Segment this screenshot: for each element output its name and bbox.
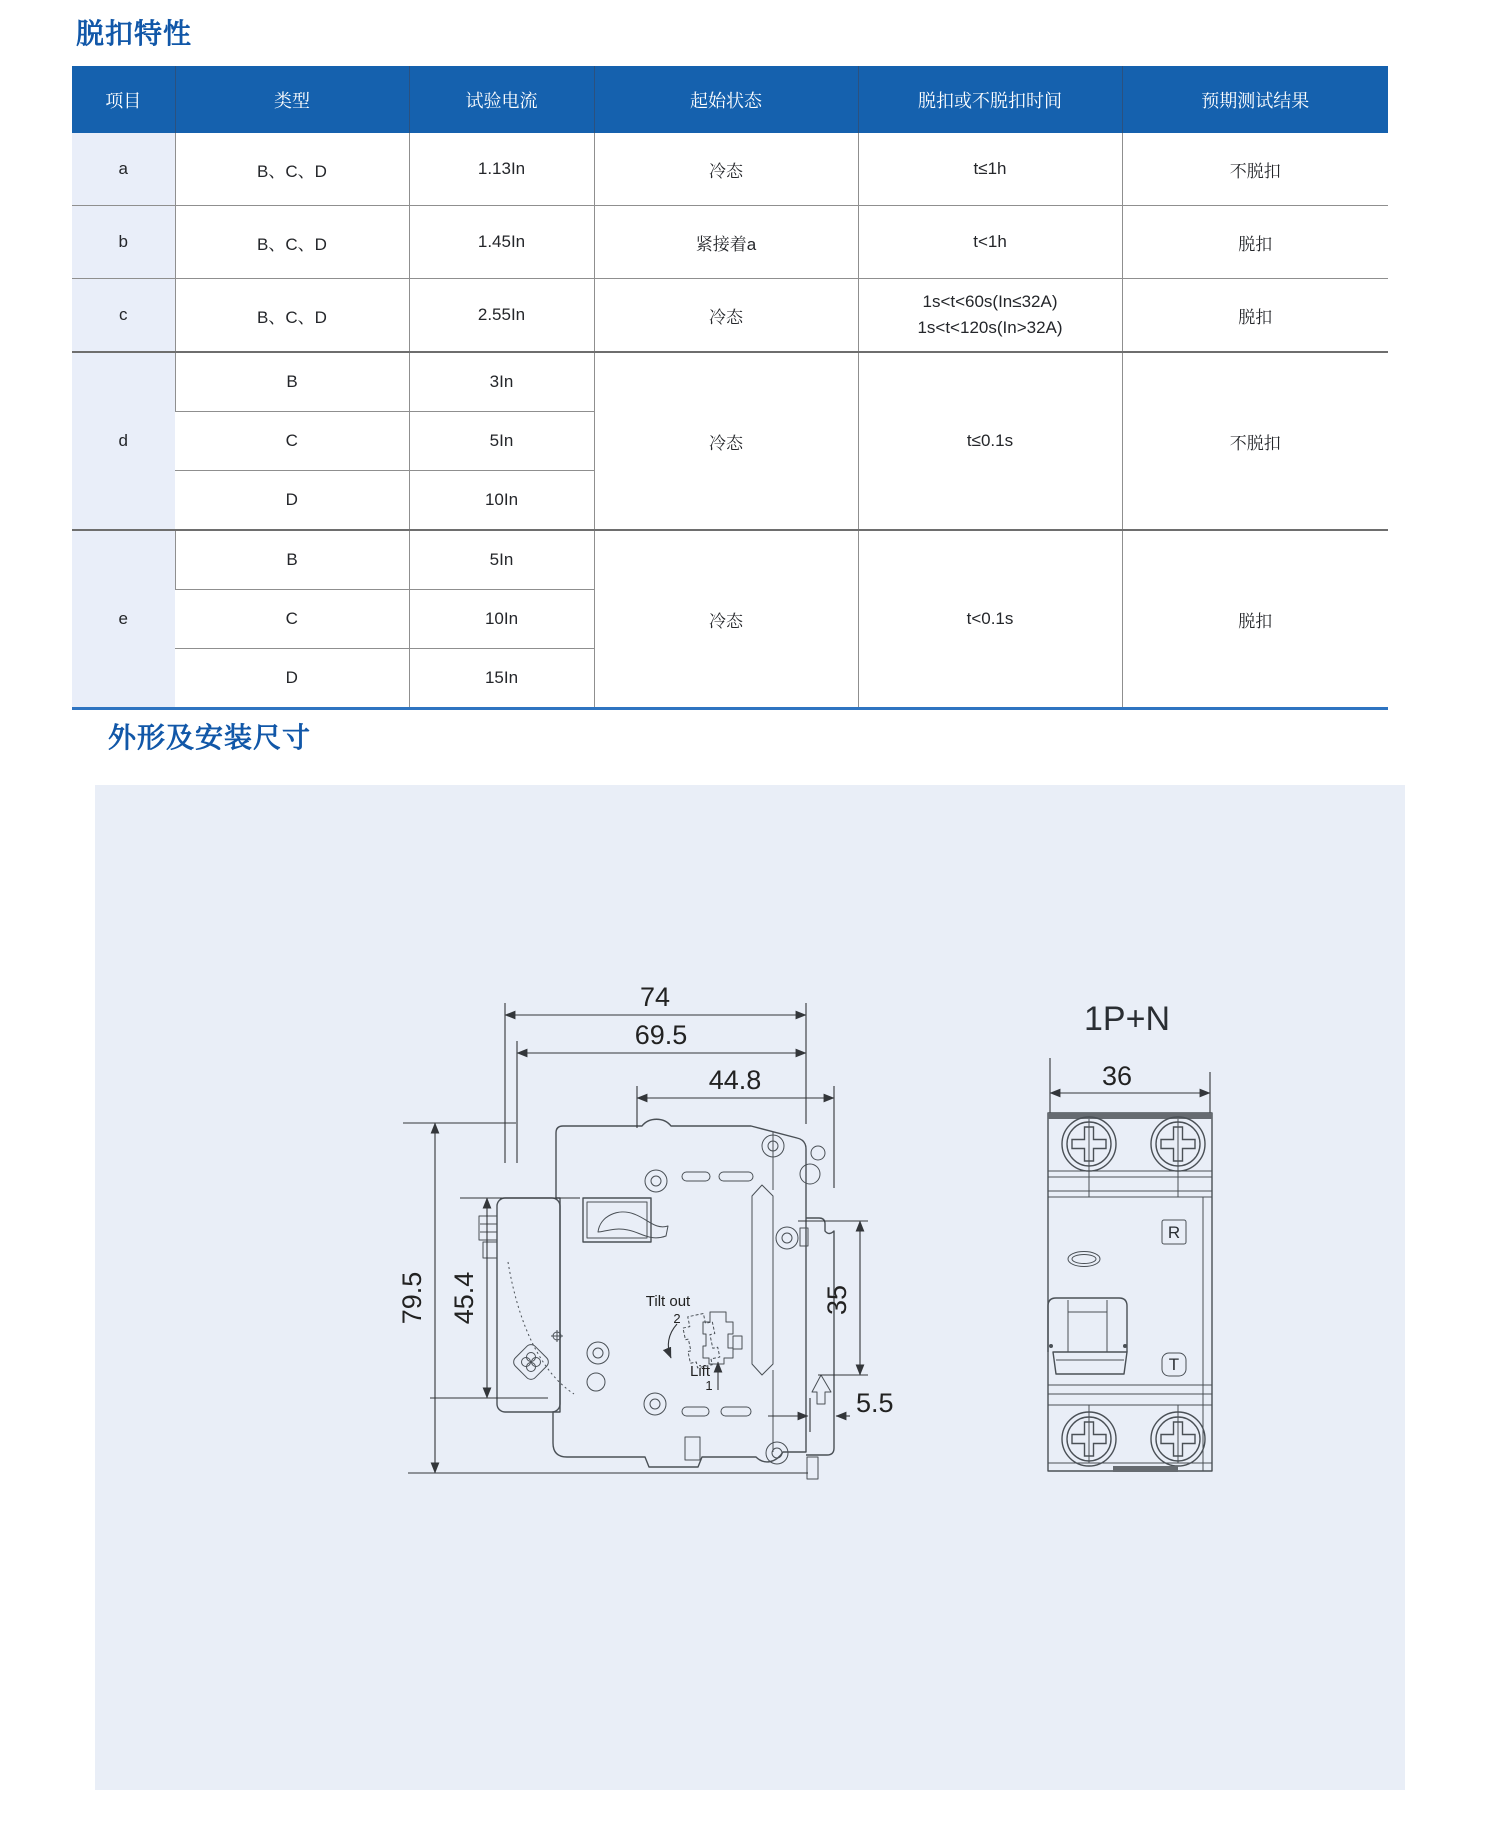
cell-type: B、C、D [175,206,409,279]
column-header-state: 起始状态 [594,66,858,133]
dim-rail-height: 35 [822,1284,852,1316]
dim-total-height: 79.5 [397,1271,427,1325]
dim-clip-depth: 5.5 [856,1388,894,1418]
note-tilt-step: 2 [673,1311,681,1326]
cell-current: 10In [409,590,594,649]
table-row-d1 [72,352,1388,412]
column-header-item: 项目 [72,66,175,133]
dim-body-width: 69.5 [634,1020,688,1050]
cell-result: 不脱扣 [1122,352,1388,530]
dimension-section-title: 外形及安装尺寸 [108,722,312,753]
cell-current: 2.55In [409,279,594,353]
cell-current: 1.45In [409,206,594,279]
cell-type: B [175,352,409,412]
test-button-label: T [1168,1355,1180,1374]
cell-time: t<1h [858,206,1122,279]
cell-item: e [72,530,175,707]
column-header-current: 试验电流 [409,66,594,133]
cell-state: 冷态 [594,352,858,530]
cell-current: 3In [409,352,594,412]
cell-type: D [175,649,409,708]
cell-time-line2: 1s<t<120s(In>32A) [917,318,1063,337]
dim-front-width-36: 36 [1101,1061,1133,1091]
note-tilt-out: Tilt out [645,1293,691,1310]
trip-table-wrap [72,66,1388,710]
cell-time: t<0.1s [858,530,1122,707]
cell-time: t≤1h [858,133,1122,206]
dim-front-height: 45.4 [449,1271,479,1325]
cell-current: 5In [409,412,594,471]
cell-current: 15In [409,649,594,708]
note-lift-step: 1 [705,1378,713,1393]
front-view-label: 1P+N [1084,1000,1170,1038]
side-view-drawing [479,1119,834,1479]
cell-state: 紧接着a [594,206,858,279]
cell-type: B、C、D [175,133,409,206]
cell-type: C [175,412,409,471]
dimension-drawing [95,785,1405,1790]
cell-item: c [72,279,175,353]
column-header-result: 预期测试结果 [1122,66,1388,133]
column-header-time: 脱扣或不脱扣时间 [858,66,1122,133]
note-lift: Lift [689,1363,711,1380]
cell-result: 不脱扣 [1122,133,1388,206]
dim-front-width: 44.8 [708,1065,762,1095]
cell-type: D [175,471,409,531]
trip-section-title: 脱扣特性 [76,18,193,49]
cell-current: 1.13In [409,133,594,206]
table-row-a [72,133,1388,206]
cell-time-line1: 1s<t<60s(In≤32A) [922,292,1058,311]
column-header-type: 类型 [175,66,409,133]
cell-time [858,279,1122,353]
cell-current: 5In [409,530,594,590]
dimension-drawing-panel [95,785,1405,1790]
table-row-e1 [72,530,1388,590]
cell-item: b [72,206,175,279]
cell-time: t≤0.1s [858,352,1122,530]
toggle-handle [1048,1298,1127,1374]
reset-button-label: R [1167,1223,1181,1242]
cell-type: B、C、D [175,279,409,353]
cell-result: 脱扣 [1122,206,1388,279]
cell-type: B [175,530,409,590]
front-view-drawing [1048,1000,1212,1472]
header-row [72,66,1388,133]
dim-total-width: 74 [639,982,671,1012]
cell-item: a [72,133,175,206]
indicator-window [1068,1252,1100,1267]
cell-item: d [72,352,175,530]
table-row-b [72,206,1388,279]
cell-state: 冷态 [594,279,858,353]
cell-current: 10In [409,471,594,531]
cell-result: 脱扣 [1122,279,1388,353]
cell-state: 冷态 [594,133,858,206]
trip-characteristics-table [72,66,1388,707]
mounting-clip-diagram [646,1293,742,1393]
table-row-c [72,279,1388,353]
cell-state: 冷态 [594,530,858,707]
cell-type: C [175,590,409,649]
cell-result: 脱扣 [1122,530,1388,707]
